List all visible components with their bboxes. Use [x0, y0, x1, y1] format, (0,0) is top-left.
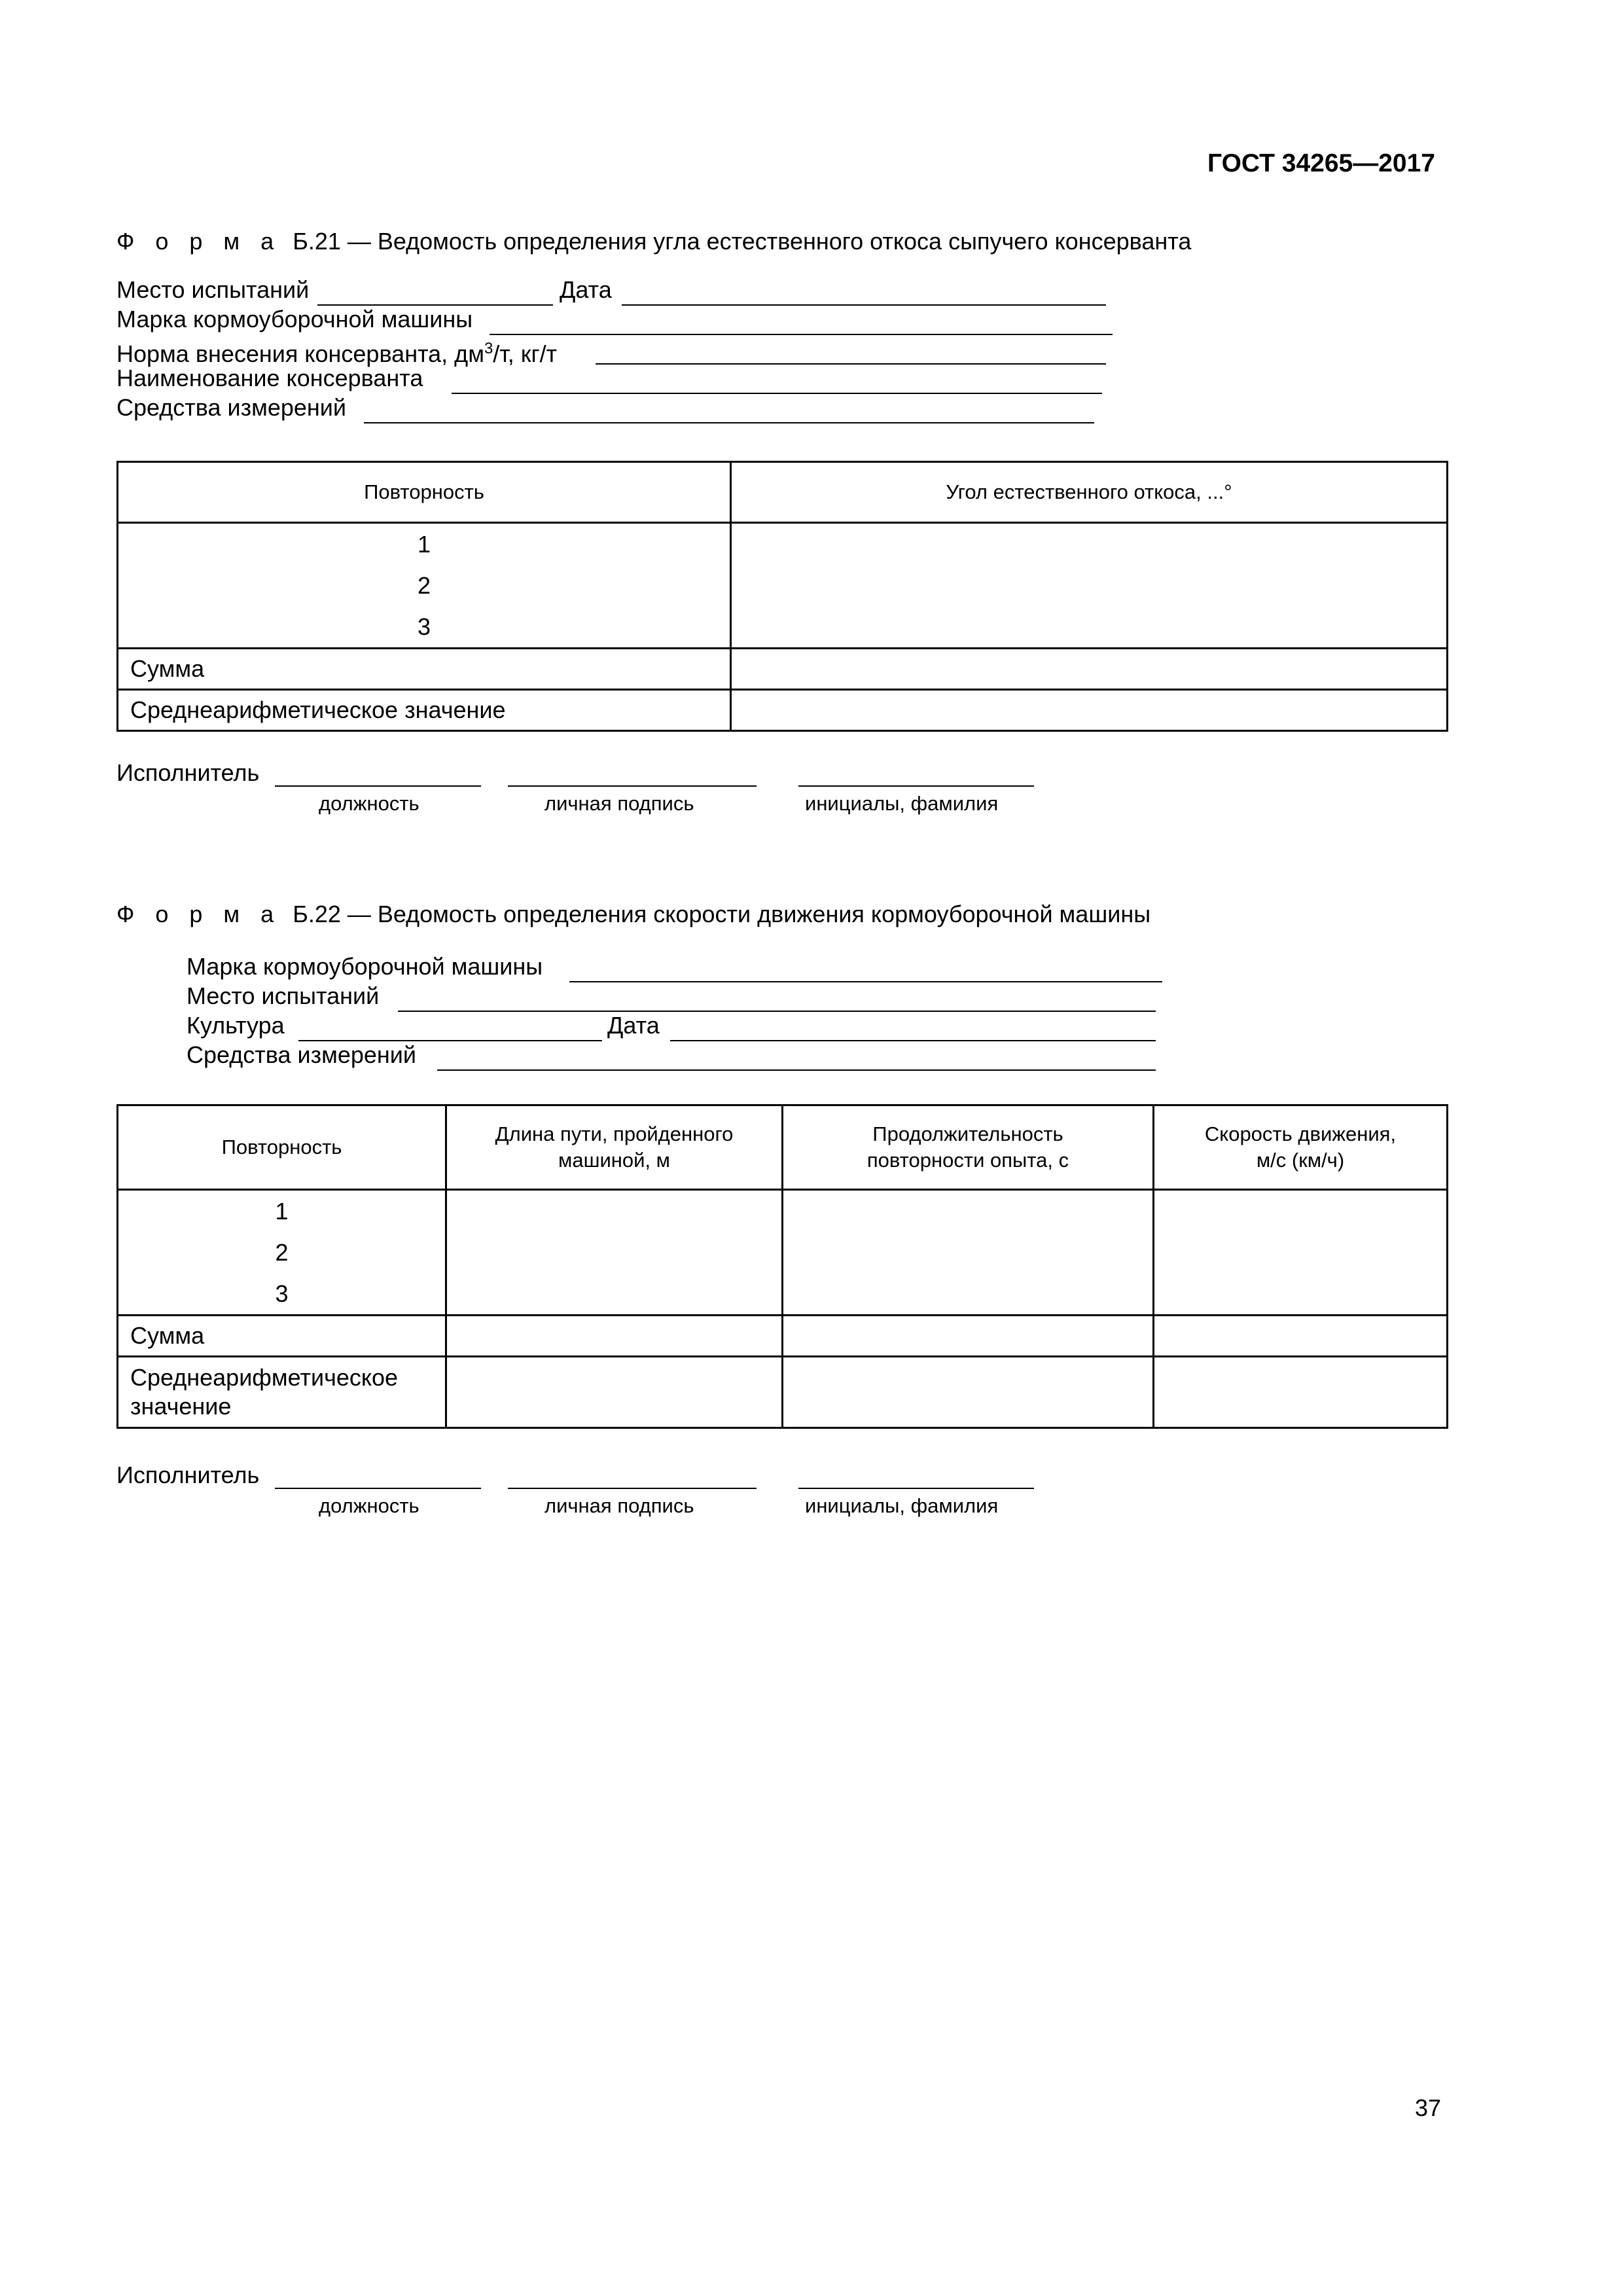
form22-sum-distance-cell[interactable]	[446, 1316, 783, 1357]
form22-duration-cell[interactable]	[783, 1190, 1154, 1316]
form22-row-3: 3	[275, 1280, 289, 1307]
form21-date-line[interactable]	[622, 304, 1106, 306]
form21-col-angle: Угол естественного откоса, ...°	[731, 462, 1448, 523]
form22-sum-label: Сумма	[118, 1316, 446, 1357]
form21-table	[116, 461, 1448, 732]
form22-mean-distance-cell[interactable]	[446, 1357, 783, 1428]
form22-brand-label: Марка кормоуборочной машины	[187, 953, 543, 980]
form21-place-label: Место испытаний	[116, 276, 310, 303]
form22-mean-speed-cell[interactable]	[1154, 1357, 1448, 1428]
form21-position-caption: должность	[319, 792, 419, 815]
form22-col-distance-line1: Длина пути, пройденного	[495, 1122, 734, 1145]
form22-speed-cell[interactable]	[1154, 1190, 1448, 1316]
form22-position-caption: должность	[319, 1494, 419, 1517]
form22-col-speed-line2: м/с (км/ч)	[1256, 1149, 1345, 1172]
standard-number: ГОСТ 34265—2017	[1207, 149, 1435, 177]
form22-tools-label: Средства измерений	[187, 1041, 417, 1068]
form22-initials-caption: инициалы, фамилия	[805, 1494, 999, 1517]
form22-distance-cell[interactable]	[446, 1190, 783, 1316]
form22-tools-line[interactable]	[437, 1069, 1156, 1071]
form21-mean-label: Среднеарифметическое значение	[118, 690, 731, 731]
form22-col-speed-line1: Скорость движения,	[1204, 1122, 1397, 1145]
form22-place-line[interactable]	[398, 1011, 1156, 1012]
form21-initials-caption: инициалы, фамилия	[805, 792, 999, 815]
page-number: 37	[1415, 2094, 1442, 2121]
form22-signature-caption: личная подпись	[544, 1494, 694, 1517]
form21-brand-label: Марка кормоуборочной машины	[116, 306, 473, 332]
form21-title-text: Б.21 — Ведомость определения угла естественного откоса сыпучего консерванта	[293, 228, 1192, 255]
form22-title-text: Б.22 — Ведомость определения скорости движения кормоуборочной машины	[293, 901, 1151, 927]
form21-row-1: 1	[417, 531, 431, 558]
form21-angle-cell[interactable]	[731, 523, 1448, 649]
form21-signature-caption: личная подпись	[544, 792, 694, 815]
form22-place-label: Место испытаний	[187, 982, 380, 1009]
form22-col-duration-line1: Продолжительность	[872, 1122, 1063, 1145]
form22-mean-label	[118, 1357, 446, 1428]
form21-title	[116, 228, 1191, 255]
form22-date-line[interactable]	[670, 1040, 1156, 1041]
form21-norm-sup: 3	[484, 340, 493, 357]
form22-repetition-cell	[118, 1190, 446, 1316]
form21-prefix: Ф о р м а	[116, 228, 281, 255]
form22-position-line[interactable]	[275, 1488, 481, 1489]
form21-row-3: 3	[417, 613, 431, 640]
form22-row-1: 1	[275, 1198, 289, 1225]
form21-executor-label: Исполнитель	[116, 759, 260, 786]
form22-col-distance	[446, 1105, 783, 1190]
form22-col-distance-line2: машиной, м	[558, 1149, 670, 1172]
form22-row-2: 2	[275, 1239, 289, 1266]
form21-tools-label: Средства измерений	[116, 394, 347, 421]
form21-tools-line[interactable]	[364, 422, 1094, 423]
form22-mean-line1: Среднеарифметическое	[130, 1364, 399, 1391]
form22-sum-duration-cell[interactable]	[783, 1316, 1154, 1357]
form22-title	[116, 901, 1150, 928]
form21-repetition-cell	[118, 523, 731, 649]
form21-row-2: 2	[417, 572, 431, 599]
form22-mean-duration-cell[interactable]	[783, 1357, 1154, 1428]
form22-sum-speed-cell[interactable]	[1154, 1316, 1448, 1357]
form21-col-repetition: Повторность	[118, 462, 731, 523]
form21-position-line[interactable]	[275, 785, 481, 787]
form21-brand-line[interactable]	[490, 334, 1113, 335]
form21-norm-b: /т, кг/т	[493, 340, 558, 367]
form21-date-label: Дата	[560, 276, 612, 303]
form22-col-duration	[783, 1105, 1154, 1190]
form21-norm-a: Норма внесения консерванта, дм	[116, 340, 484, 367]
form22-signature-line[interactable]	[508, 1488, 757, 1489]
form22-culture-label: Культура	[187, 1012, 285, 1039]
form22-initials-line[interactable]	[798, 1488, 1034, 1489]
form21-name-line[interactable]	[452, 393, 1102, 394]
form22-col-repetition: Повторность	[118, 1105, 446, 1190]
form21-sum-cell[interactable]	[731, 649, 1448, 690]
form22-col-speed	[1154, 1105, 1448, 1190]
form22-executor-label: Исполнитель	[116, 1462, 260, 1488]
form22-date-label: Дата	[607, 1012, 660, 1039]
form21-mean-cell[interactable]	[731, 690, 1448, 731]
form21-name-label: Наименование консерванта	[116, 365, 423, 391]
form22-mean-line2: значение	[130, 1393, 232, 1420]
form21-initials-line[interactable]	[798, 785, 1034, 787]
form22-table	[116, 1104, 1448, 1429]
form21-sum-label: Сумма	[118, 649, 731, 690]
form22-col-duration-line2: повторности опыта, с	[866, 1149, 1069, 1172]
form21-signature-line[interactable]	[508, 785, 757, 787]
form22-prefix: Ф о р м а	[116, 901, 281, 927]
form22-brand-line[interactable]	[569, 981, 1162, 982]
form21-norm-line[interactable]	[596, 363, 1106, 365]
